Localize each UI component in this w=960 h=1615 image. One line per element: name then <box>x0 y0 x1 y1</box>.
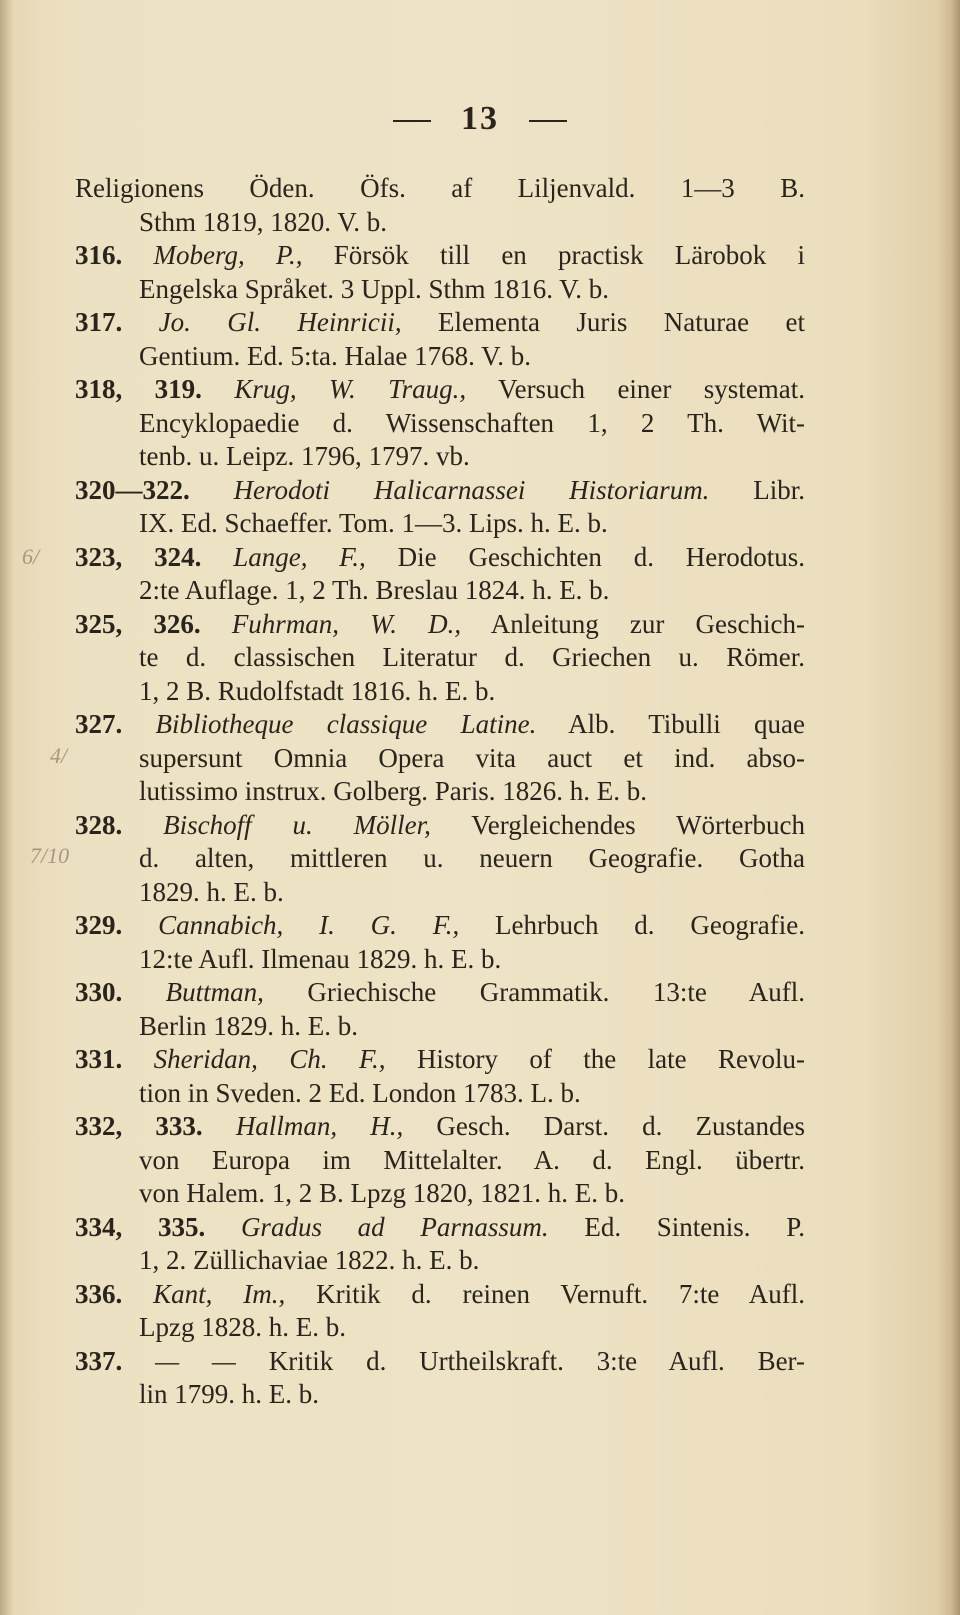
page-header <box>0 100 960 138</box>
catalog-entry <box>0 909 960 976</box>
entry-text: Kritik d. reinen Vernuft. 7:te Aufl. <box>316 1278 806 1309</box>
entry-text: Die Geschichten d. Herodotus. <box>397 541 806 572</box>
entry-text: Encyklopaedie d. Wissenschaften 1, 2 Th. Wit- <box>139 407 805 438</box>
entry-continuation-line <box>0 340 805 374</box>
entry-text: te d. classischen Literatur d. Griechen u. Römer. <box>139 642 805 672</box>
entry-text: Libr. <box>753 474 805 505</box>
catalog-entry <box>0 809 960 910</box>
catalog-entry <box>0 306 960 373</box>
entry-text: Berlin 1829. h. E. b. <box>139 1010 358 1041</box>
entry-continuation-line <box>0 842 805 876</box>
entry-author-title: Herodoti Halicarnassei Historiarum. <box>233 474 710 505</box>
entry-text: von Europa im Mittelalter. A. d. Engl. übertr. <box>139 1144 805 1175</box>
entry-continuation-line <box>0 206 805 240</box>
entry-number: 317. <box>75 307 123 337</box>
entry-continuation-line <box>0 675 805 709</box>
entry-continuation-line <box>0 440 805 474</box>
entry-text: Sthm 1819, 1820. V. b. <box>139 206 388 237</box>
entry-first-line <box>0 474 805 508</box>
catalog-entry <box>0 172 960 239</box>
entry-number: 327. <box>75 709 123 739</box>
entry-text: 1, 2. Züllichaviae 1822. h. E. b. <box>139 1245 480 1275</box>
entry-first-line <box>0 172 805 206</box>
entry-number: 318, 319. <box>75 374 202 404</box>
entry-author-title: Buttman, <box>165 977 264 1007</box>
entry-text: History of the late Revolu- <box>416 1044 806 1074</box>
entry-number: 336. <box>75 1278 123 1309</box>
entry-first-line <box>0 1278 805 1312</box>
entry-first-line <box>0 809 805 843</box>
entry-text: lin 1799. h. E. b. <box>139 1379 319 1409</box>
entry-text: tenb. u. Leipz. 1796, 1797. vb. <box>139 441 470 471</box>
entry-continuation-line <box>0 641 805 675</box>
entry-first-line <box>0 1211 805 1245</box>
entry-continuation-line <box>0 273 805 307</box>
entry-text: Ed. Sintenis. P. <box>584 1211 806 1242</box>
entry-text: Alb. Tibulli quae <box>568 709 806 739</box>
entry-continuation-line <box>0 1378 805 1412</box>
entry-number: 337. <box>75 1345 123 1376</box>
entry-number: 328. <box>75 809 123 840</box>
entry-first-line <box>0 708 805 742</box>
header-dash-left <box>393 120 431 122</box>
entry-text: 1829. h. E. b. <box>139 876 284 907</box>
entry-continuation-line <box>0 742 805 776</box>
entry-number: 323, 324. <box>75 541 202 572</box>
page-number: 13 <box>461 100 499 137</box>
entry-continuation-line <box>0 876 805 910</box>
entry-first-line <box>0 1043 805 1077</box>
entry-author-title: Cannabich, I. G. F., <box>158 910 460 940</box>
catalog-entry <box>0 373 960 474</box>
entry-text: Kritik d. Urtheilskraft. 3:te Aufl. Ber- <box>268 1345 806 1376</box>
header-dash-right <box>529 120 567 122</box>
catalog-entry <box>0 1110 960 1211</box>
entry-text: Vergleichendes Wörterbuch <box>471 809 806 840</box>
entry-first-line <box>0 976 805 1010</box>
entry-text: 1, 2 B. Rudolfstadt 1816. h. E. b. <box>139 675 496 706</box>
catalog-entry <box>0 239 960 306</box>
entry-author-title: Fuhrman, W. D., <box>231 608 462 639</box>
entry-author-title: Kant, Im., <box>153 1278 286 1309</box>
catalog-entry <box>0 708 960 809</box>
entry-first-line <box>0 306 805 340</box>
entry-number: 325, 326. <box>75 608 201 639</box>
entry-author-title: Krug, W. Traug., <box>234 374 467 404</box>
margin-note: 6/ <box>22 544 40 569</box>
entry-number: 331. <box>75 1044 123 1074</box>
entry-continuation-line <box>0 1077 805 1111</box>
entry-continuation-line <box>0 1010 805 1044</box>
entry-first-line <box>0 1345 805 1379</box>
entry-continuation-line <box>0 1177 805 1211</box>
catalog-entry <box>0 1043 960 1110</box>
margin-note: 4/ <box>50 743 68 768</box>
entry-continuation-line <box>0 407 805 441</box>
entry-number: 330. <box>75 977 123 1007</box>
entry-first-line <box>0 1110 805 1144</box>
entry-text: Elementa Juris Naturae et <box>438 307 806 337</box>
catalog-entry <box>0 1278 960 1345</box>
entry-number: 320—322. <box>75 474 190 505</box>
entry-first-line <box>0 608 805 642</box>
entry-text: 12:te Aufl. Ilmenau 1829. h. E. b. <box>139 943 502 974</box>
entry-first-line <box>0 373 805 407</box>
catalog-entry <box>0 976 960 1043</box>
entry-text: tion in Sveden. 2 Ed. London 1783. L. b. <box>139 1077 581 1108</box>
entry-continuation-line <box>0 1144 805 1178</box>
entry-author-title: Sheridan, Ch. F., <box>153 1044 386 1074</box>
entry-first-line <box>0 239 805 273</box>
entry-text: d. alten, mittleren u. neuern Geografie. Gotha <box>139 843 805 873</box>
entry-author-title: Bibliotheque classique Latine. <box>155 709 537 739</box>
entry-text: lutissimo instrux. Golberg. Paris. 1826. h. E. b. <box>139 776 648 806</box>
entry-number: 329. <box>75 910 123 940</box>
entry-author-title: Lange, F., <box>233 541 366 572</box>
entry-text: supersunt Omnia Opera vita auct et ind. abso- <box>139 742 805 773</box>
entry-continuation-line <box>0 574 805 608</box>
entry-author-title: Jo. Gl. Heinricii, <box>158 307 402 337</box>
entry-text: Gentium. Ed. 5:ta. Halae 1768. V. b. <box>139 340 531 371</box>
entry-first-line <box>0 541 805 575</box>
entry-author-title: — — <box>155 1345 236 1376</box>
entry-number: 334, 335. <box>75 1211 206 1242</box>
entry-author-title: Hallman, H., <box>235 1111 404 1141</box>
entry-text: Versuch einer systemat. <box>498 374 806 404</box>
entry-continuation-line <box>0 775 805 809</box>
entry-continuation-line <box>0 507 805 541</box>
entry-text: Försök till en practisk Lärobok i <box>333 240 806 270</box>
entry-text: Griechische Grammatik. 13:te Aufl. <box>307 977 805 1007</box>
catalog-entry <box>0 474 960 541</box>
catalog-entry <box>0 541 960 608</box>
entry-text: von Halem. 1, 2 B. Lpzg 1820, 1821. h. E. b. <box>139 1178 625 1208</box>
entry-author-title: Bischoff u. Möller, <box>163 809 431 840</box>
entry-continuation-line <box>0 1244 805 1278</box>
entry-text: Engelska Språket. 3 Uppl. Sthm 1816. V. b. <box>139 273 609 304</box>
entry-text: 2:te Auflage. 1, 2 Th. Breslau 1824. h. E. b. <box>139 575 610 605</box>
entry-first-line <box>0 909 805 943</box>
entry-number: 316. <box>75 240 123 270</box>
entry-text: Religionens Öden. Öfs. af Liljenvald. 1—3 B. <box>75 173 805 203</box>
entry-text: Gesch. Darst. d. Zustandes <box>436 1111 806 1141</box>
entry-text: IX. Ed. Schaeffer. Tom. 1—3. Lips. h. E. b. <box>139 508 608 538</box>
catalog-entry <box>0 608 960 709</box>
entry-text: Anleitung zur Geschich- <box>490 608 806 639</box>
entry-continuation-line <box>0 943 805 977</box>
entry-text: Lehrbuch d. Geografie. <box>495 910 806 940</box>
entry-author-title: Gradus ad Parnassum. <box>240 1211 549 1242</box>
catalog-entry <box>0 1211 960 1278</box>
margin-note: 7/10 <box>30 843 70 868</box>
catalog-entries <box>0 172 960 1412</box>
entry-text: Lpzg 1828. h. E. b. <box>139 1312 346 1342</box>
entry-continuation-line <box>0 1311 805 1345</box>
entry-author-title: Moberg, P., <box>153 240 303 270</box>
catalog-entry <box>0 1345 960 1412</box>
entry-number: 332, 333. <box>75 1111 203 1141</box>
